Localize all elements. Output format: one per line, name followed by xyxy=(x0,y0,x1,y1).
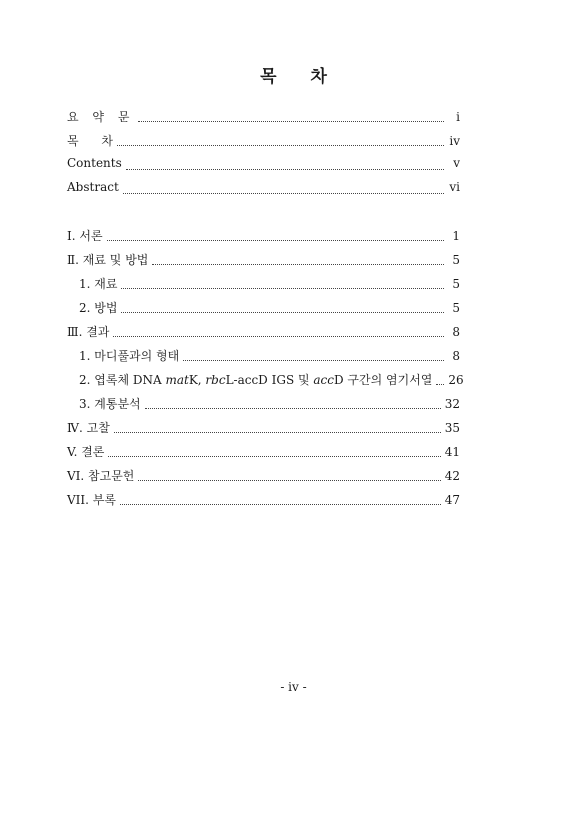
dot-leader xyxy=(123,192,444,194)
toc-entry-page: iv xyxy=(449,134,460,148)
toc-entry-label xyxy=(67,371,434,388)
dot-leader xyxy=(108,455,440,457)
dot-leader xyxy=(121,287,444,289)
toc-entry-label: VI. 참고문헌 xyxy=(67,469,135,483)
toc-entry-label: 1. 마디풀과의 형태 xyxy=(79,349,180,363)
toc-entry-page: v xyxy=(453,156,460,170)
toc-entry xyxy=(67,180,460,204)
dot-leader xyxy=(152,263,444,265)
page-number-footer: - iv - xyxy=(280,680,307,694)
toc-entry xyxy=(67,275,460,299)
toc-entry-label: Ⅰ. 서론 xyxy=(67,229,103,243)
toc-entry-page: vi xyxy=(449,180,460,194)
toc-entry xyxy=(67,132,460,156)
toc-entry-page: 47 xyxy=(444,493,460,507)
dot-leader xyxy=(107,239,444,241)
toc-entry xyxy=(67,371,464,395)
toc-entry-label: 2. 방법 xyxy=(79,301,118,315)
toc-entry-label: Ⅱ. 재료 및 방법 xyxy=(67,253,149,267)
toc-entry-page: 42 xyxy=(444,469,460,483)
toc-entry-label: Ⅲ. 결과 xyxy=(67,325,110,339)
dot-leader xyxy=(138,120,444,122)
toc-entry-label: 목 차 xyxy=(67,134,113,148)
toc-entry-page: 32 xyxy=(444,397,460,411)
toc-entry-page: 8 xyxy=(452,349,460,363)
toc-entry-label: 요 약 문 xyxy=(67,110,135,124)
toc-entry xyxy=(67,467,460,491)
gene-name-italic: mat xyxy=(165,373,189,387)
toc-entry-page: 41 xyxy=(444,445,460,459)
toc-entry-page: 35 xyxy=(444,421,460,435)
toc-entry-page: i xyxy=(456,110,460,124)
toc-entry-label: V. 결론 xyxy=(67,445,105,459)
toc-entry-page: 1 xyxy=(452,229,460,243)
dot-leader xyxy=(120,503,441,505)
gene-name-italic: acc xyxy=(313,373,334,387)
section-gap xyxy=(67,204,460,227)
dot-leader xyxy=(121,311,444,313)
toc-entry-page: 8 xyxy=(452,325,460,339)
table-of-contents xyxy=(67,108,464,515)
toc-entry xyxy=(67,491,460,515)
dot-leader xyxy=(117,144,444,146)
label-part: L-accD IGS 및 xyxy=(225,373,314,387)
toc-entry-label: VII. 부록 xyxy=(67,493,116,507)
toc-entry xyxy=(67,251,460,275)
toc-entry xyxy=(67,108,460,132)
toc-entry xyxy=(67,299,460,323)
dot-leader xyxy=(138,479,440,481)
toc-entry-label: Contents xyxy=(67,156,122,170)
toc-entry-label: 1. 재료 xyxy=(79,277,118,291)
toc-entry-label: Abstract xyxy=(67,180,119,194)
dot-leader xyxy=(126,168,444,170)
toc-title: 목 차 xyxy=(260,67,341,87)
toc-entry-page: 26 xyxy=(448,373,464,387)
toc-entry xyxy=(67,443,460,467)
dot-leader xyxy=(145,407,441,409)
toc-entry-page: 5 xyxy=(452,301,460,315)
toc-entry xyxy=(67,323,460,347)
toc-entry-label: Ⅳ. 고찰 xyxy=(67,421,110,435)
toc-entry xyxy=(67,156,460,180)
gene-name-italic: rbc xyxy=(205,373,226,387)
toc-entry-label: 3. 계통분석 xyxy=(79,397,141,411)
dot-leader xyxy=(183,359,444,361)
toc-entry xyxy=(67,227,460,251)
toc-entry-page: 5 xyxy=(452,253,460,267)
dot-leader xyxy=(436,383,444,385)
dot-leader xyxy=(114,431,441,433)
label-part: D 구간의 염기서열 xyxy=(334,373,433,387)
dot-leader xyxy=(113,335,444,337)
toc-entry xyxy=(67,347,460,371)
toc-entry-page: 5 xyxy=(452,277,460,291)
toc-entry xyxy=(67,395,460,419)
label-part: 2. 엽록체 DNA xyxy=(79,373,166,387)
label-part: K, xyxy=(188,373,206,387)
toc-entry xyxy=(67,419,460,443)
